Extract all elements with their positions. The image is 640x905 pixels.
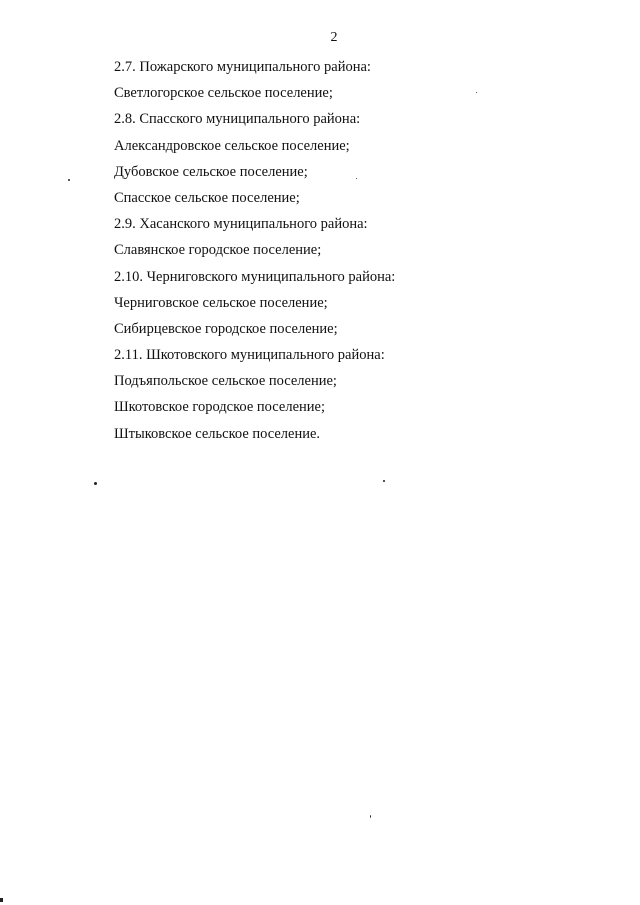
document-body	[114, 54, 614, 447]
section-heading-pozharsky: 2.7. Пожарского муниципального района:	[114, 59, 371, 75]
section-heading-spassky: 2.8. Спасского муниципального района:	[114, 111, 361, 128]
settlement-item: Шкотовское городское поселение;	[114, 399, 325, 416]
settlement-item: Черниговское сельское поселение;	[114, 294, 328, 311]
section-heading-khasansky: 2.9. Хасанского муниципального района:	[114, 216, 368, 233]
settlement-item: Спасское сельское поселение;	[114, 189, 300, 206]
settlement-item: Дубовское сельское поселение;	[114, 163, 308, 180]
section-heading-shkotovsky: 2.11. Шкотовского муниципального района:	[114, 347, 385, 364]
scan-speck	[370, 815, 371, 818]
settlement-item: Штыковское сельское поселение.	[114, 425, 321, 442]
settlement-item: Славянское городское поселение;	[114, 242, 322, 259]
scan-speck	[383, 480, 385, 482]
page-number: 2	[330, 30, 338, 45]
section-heading-chernigovsky: 2.10. Черниговского муниципального района:	[114, 268, 396, 285]
scan-speck	[476, 92, 477, 93]
scan-speck	[68, 179, 70, 181]
settlement-item: Подъяпольское сельское поселение;	[114, 373, 337, 390]
settlement-item: Светлогорское сельское поселение;	[114, 85, 333, 102]
scan-speck	[356, 178, 357, 179]
settlement-item: Сибирцевское городское поселение;	[114, 320, 338, 337]
scan-speck	[94, 482, 97, 485]
scan-speck	[0, 898, 3, 902]
settlement-item: Александровское сельское поселение;	[114, 137, 350, 154]
